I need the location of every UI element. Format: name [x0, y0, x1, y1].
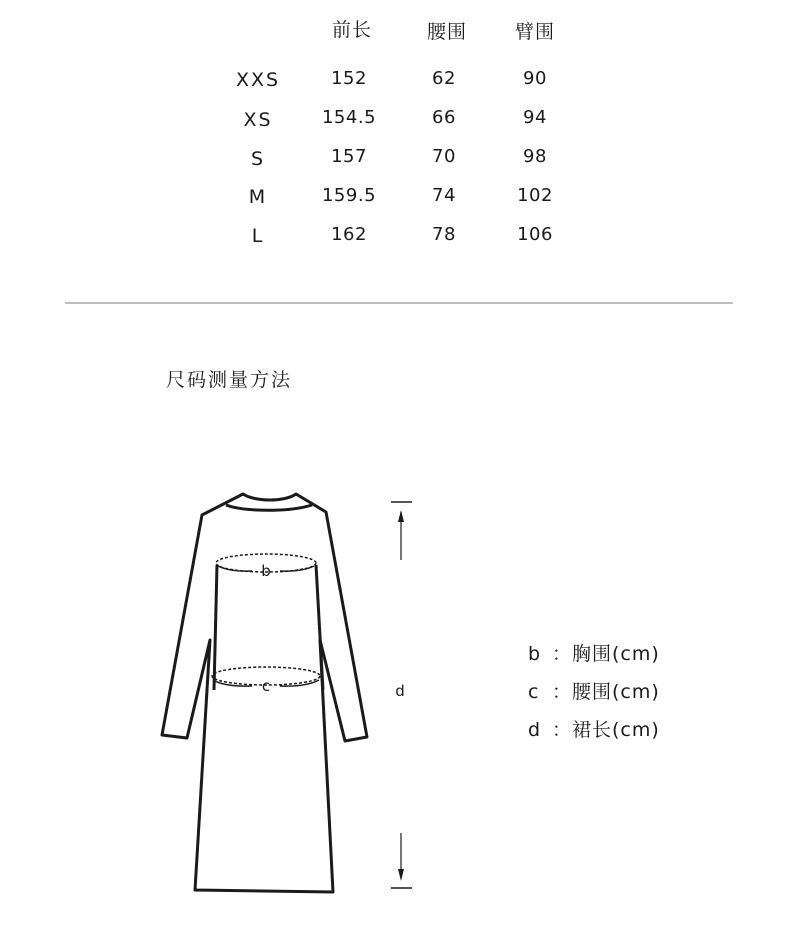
table-cell: 152: [331, 68, 367, 89]
left-sleeve-seam: [214, 565, 217, 690]
legend-key: d: [528, 719, 542, 741]
table-cell: 98: [523, 146, 547, 167]
header-front-length: 前长: [331, 19, 373, 41]
legend-colon: ：: [552, 719, 573, 741]
header-arm: 臂围: [514, 21, 556, 43]
measurement-method-title: 尺码测量方法: [166, 369, 293, 391]
size-label: S: [250, 148, 266, 170]
table-cell: 162: [331, 224, 367, 245]
size-label: XS: [243, 109, 273, 131]
legend-label: 腰围(cm): [572, 681, 660, 703]
table-cell: 106: [517, 224, 553, 245]
length-bottom-arrow-head: [398, 869, 404, 881]
table-cell: 94: [523, 107, 547, 128]
table-cell: 78: [432, 224, 456, 245]
header-waist: 腰围: [426, 21, 468, 43]
legend-label: 裙长(cm): [572, 719, 660, 741]
length-label-d: d: [395, 682, 405, 700]
table-cell: 66: [432, 107, 456, 128]
table-cell: 154.5: [321, 107, 377, 128]
table-cell: 157: [331, 146, 367, 167]
right-sleeve-seam: [316, 565, 323, 690]
collar-line: [226, 505, 312, 510]
waist-label-c: c: [261, 677, 271, 695]
size-label: XXS: [235, 69, 281, 91]
section-divider: [65, 302, 733, 304]
legend-key: b: [528, 643, 542, 665]
table-cell: 90: [523, 68, 547, 89]
legend-colon: ：: [552, 681, 573, 703]
table-cell: 159.5: [321, 185, 377, 206]
table-cell: 62: [432, 68, 456, 89]
table-cell: 74: [432, 185, 456, 206]
length-top-arrow-head: [398, 510, 404, 522]
size-label: L: [251, 225, 265, 247]
table-cell: 102: [517, 185, 553, 206]
legend-key: c: [528, 681, 540, 703]
table-cell: 70: [432, 146, 456, 167]
legend-colon: ：: [552, 643, 573, 665]
size-chart-table: [0, 0, 790, 260]
legend-label: 胸围(cm): [572, 643, 660, 665]
legend-length: [528, 715, 660, 742]
legend-chest: [528, 639, 660, 666]
size-label: M: [248, 186, 268, 208]
legend-waist: [528, 677, 660, 704]
chest-label-b: b: [261, 562, 271, 580]
